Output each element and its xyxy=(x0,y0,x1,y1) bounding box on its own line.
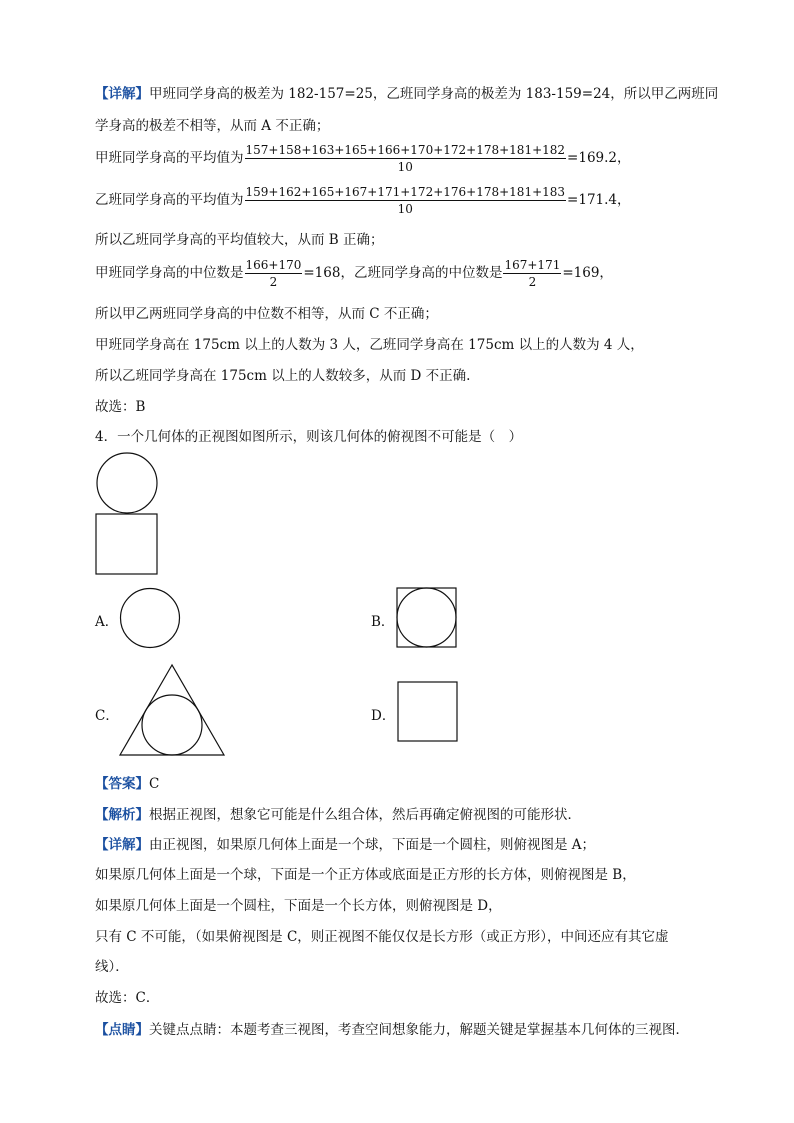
answer-tag: 【答案】 xyxy=(95,776,149,792)
median-suffix: =169， xyxy=(562,265,613,281)
detail-4-line-1 xyxy=(95,836,595,854)
range-text: 甲班同学身高的极差为 182-157=25，乙班同学身高的极差为 183-159=24，所以甲乙两班同 xyxy=(149,86,719,102)
mean-jia-result: =169.2， xyxy=(567,150,631,166)
option-b-circle xyxy=(397,588,456,647)
detail-4-line-4: 只有 C 不可能，（如果俯视图是 C，则正视图不能仅仅是长方形（或正方形），中间还应有其它虚 xyxy=(95,929,669,945)
front-view-square xyxy=(96,514,157,574)
remark-tag: 【点睛】 xyxy=(95,1022,149,1038)
option-c-figure xyxy=(116,662,228,758)
detail-4-tag: 【详解】 xyxy=(95,837,149,853)
front-view-circle xyxy=(97,453,157,513)
median-mid: =168，乙班同学身高的中位数是 xyxy=(303,265,503,281)
median-yi-numerator: 167+171 xyxy=(504,258,561,272)
detail-line-1 xyxy=(95,85,718,103)
choose-c-line: 故选：C． xyxy=(95,990,160,1006)
remark-text: 关键点点睛：本题考查三视图，考查空间想象能力，解题关键是掌握基本几何体的三视图． xyxy=(149,1022,689,1038)
option-d-label: D． xyxy=(371,708,396,724)
median-jia-denominator: 2 xyxy=(269,275,278,289)
mean-yi-denominator: 10 xyxy=(397,202,413,216)
mean-conclusion: 所以乙班同学身高的平均值较大，从而 B 正确； xyxy=(95,232,384,248)
count-175-line: 甲班同学身高在 175cm 以上的人数为 3 人，乙班同学身高在 175cm 以上的人数为 4 人， xyxy=(95,337,644,353)
front-view-figure xyxy=(90,448,165,580)
remark-line xyxy=(95,1021,689,1039)
question-4: 4．一个几何体的正视图如图所示，则该几何体的俯视图不可能是（ ） xyxy=(95,429,523,445)
mean-jia-denominator: 10 xyxy=(397,160,413,174)
median-jia-numerator: 166+170 xyxy=(245,258,302,272)
option-b-label: B． xyxy=(371,614,395,630)
option-a-circle xyxy=(121,589,180,648)
detail-4-line-3: 如果原几何体上面是一个圆柱，下面是一个长方体，则俯视图是 D， xyxy=(95,898,502,914)
option-b-figure xyxy=(394,586,460,650)
detail-4-line-2: 如果原几何体上面是一个球，下面是一个正方体或底面是正方形的长方体，则俯视图是 B， xyxy=(95,867,636,883)
option-c-label: C． xyxy=(95,708,119,724)
mean-yi-line xyxy=(95,185,631,216)
detail-tag: 【详解】 xyxy=(95,86,149,102)
choose-b-line: 故选：B xyxy=(95,399,146,415)
median-jia-fraction xyxy=(245,258,303,289)
median-prefix: 甲班同学身高的中位数是 xyxy=(95,265,244,281)
median-conclusion: 所以甲乙两班同学身高的中位数不相等，从而 C 不正确； xyxy=(95,306,438,322)
mean-jia-fraction xyxy=(245,143,567,174)
count-175-conclusion: 所以乙班同学身高在 175cm 以上的人数较多，从而 D 不正确. xyxy=(95,368,471,384)
mean-jia-prefix: 甲班同学身高的平均值为 xyxy=(95,150,244,166)
option-c-triangle xyxy=(120,665,224,755)
answer-line xyxy=(95,775,159,793)
option-a-label: A． xyxy=(95,614,119,630)
mean-jia-numerator: 157+158+163+165+166+170+172+178+181+182 xyxy=(245,143,566,157)
mean-yi-fraction xyxy=(245,185,567,216)
analysis-line xyxy=(95,806,581,824)
analysis-tag: 【解析】 xyxy=(95,807,149,823)
median-yi-fraction xyxy=(503,258,561,289)
mean-jia-line xyxy=(95,143,631,174)
answer-text: C xyxy=(149,776,160,792)
option-a-figure xyxy=(116,586,184,650)
median-line xyxy=(95,258,613,289)
mean-yi-prefix: 乙班同学身高的平均值为 xyxy=(95,192,244,208)
mean-yi-result: =171.4， xyxy=(567,192,631,208)
option-d-figure xyxy=(394,679,460,745)
detail-4-line-5: 线）． xyxy=(95,959,129,975)
option-d-square xyxy=(398,682,457,741)
option-c-circle xyxy=(142,695,202,755)
detail-4-text-1: 由正视图，如果原几何体上面是一个球，下面是一个圆柱，则俯视图是 A； xyxy=(149,837,596,853)
analysis-text: 根据正视图，想象它可能是什么组合体，然后再确定俯视图的可能形状． xyxy=(149,807,581,823)
detail-line-2: 学身高的极差不相等，从而 A 不正确； xyxy=(95,118,330,134)
median-yi-denominator: 2 xyxy=(528,275,537,289)
mean-yi-numerator: 159+162+165+167+171+172+176+178+181+183 xyxy=(245,185,566,199)
